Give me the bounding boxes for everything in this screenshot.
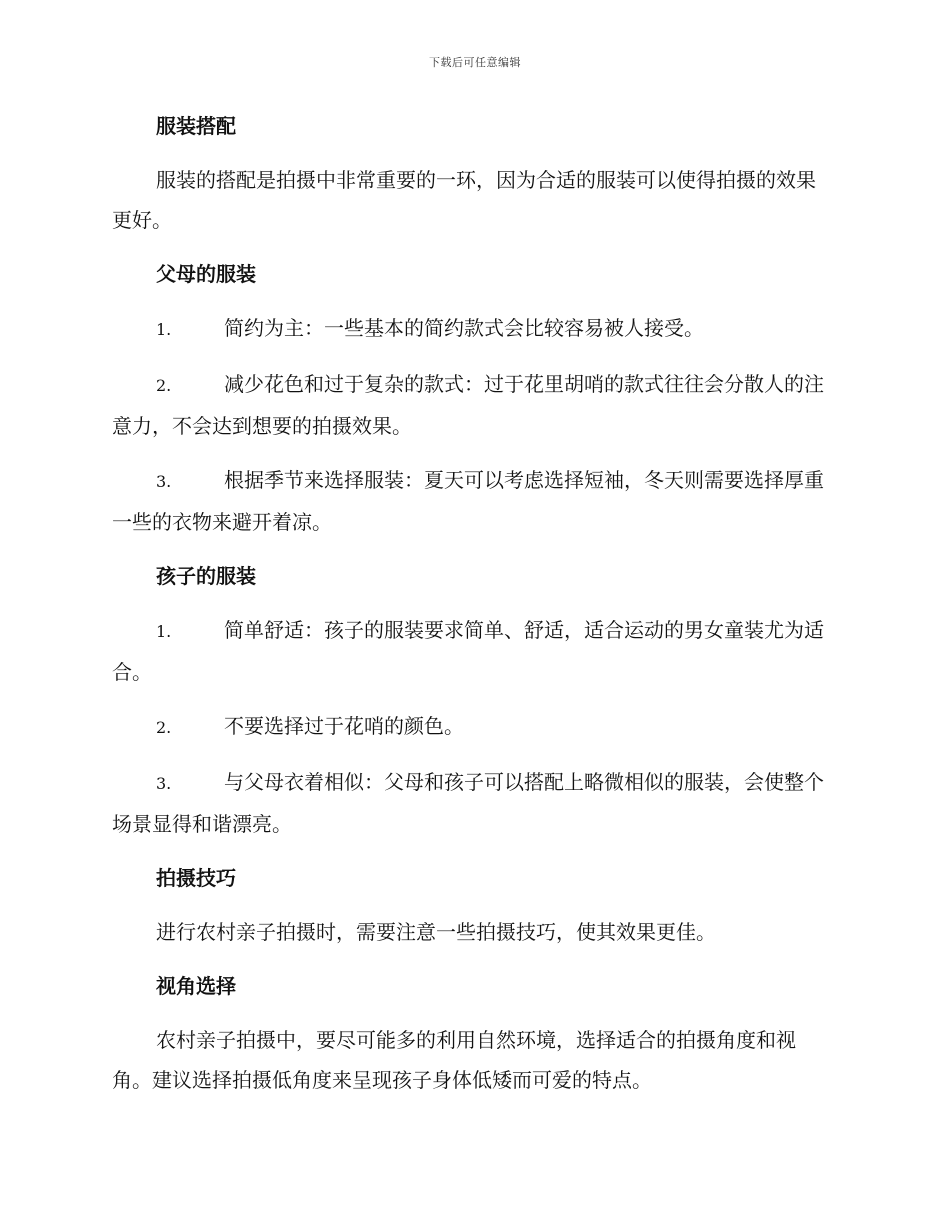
list-text: 减少花色和过于复杂的款式：过于花里胡哨的款式往往会分散人的注意力，不会达到想要的拍摄效果。 bbox=[112, 372, 824, 438]
header-note: 下载后可任意编辑 bbox=[429, 56, 521, 69]
list-number: 2. bbox=[156, 376, 172, 395]
list-item bbox=[112, 460, 832, 542]
paragraph-clothing-intro: 服装的搭配是拍摄中非常重要的一环，因为合适的服装可以使得拍摄的效果更好。 bbox=[112, 168, 816, 232]
list-text: 不要选择过于花哨的颜色。 bbox=[224, 714, 464, 738]
list-item bbox=[112, 364, 832, 446]
heading-clothing: 服装搭配 bbox=[156, 114, 236, 138]
paragraph-technique-intro: 进行农村亲子拍摄时，需要注意一些拍摄技巧，使其效果更佳。 bbox=[156, 920, 716, 944]
list-number: 3. bbox=[156, 774, 172, 793]
list-text: 根据季节来选择服装：夏天可以考虑选择短袖，冬天则需要选择厚重一些的衣物来避开着凉。 bbox=[112, 468, 824, 534]
list-item bbox=[112, 762, 832, 844]
heading-shooting-technique: 拍摄技巧 bbox=[156, 866, 236, 890]
heading-angle-selection: 视角选择 bbox=[156, 974, 236, 998]
list-number: 2. bbox=[156, 718, 172, 737]
list-item bbox=[112, 610, 832, 692]
heading-children-clothing: 孩子的服装 bbox=[156, 564, 256, 588]
list-text: 简约为主：一些基本的简约款式会比较容易被人接受。 bbox=[224, 316, 704, 340]
list-number: 1. bbox=[156, 622, 172, 641]
document-body bbox=[112, 106, 832, 1100]
list-item bbox=[112, 308, 832, 350]
list-number: 1. bbox=[156, 320, 172, 339]
list-number: 3. bbox=[156, 472, 172, 491]
list-text: 简单舒适：孩子的服装要求简单、舒适，适合运动的男女童装尤为适合。 bbox=[112, 618, 824, 684]
list-text: 与父母衣着相似：父母和孩子可以搭配上略微相似的服装，会使整个场景显得和谐漂亮。 bbox=[112, 770, 824, 836]
paragraph-angle-selection: 农村亲子拍摄中，要尽可能多的利用自然环境，选择适合的拍摄角度和视角。建议选择拍摄低角度来呈现孩子身体低矮而可爱的特点。 bbox=[112, 1028, 796, 1092]
heading-parents-clothing: 父母的服装 bbox=[156, 262, 256, 286]
list-item bbox=[112, 706, 832, 748]
